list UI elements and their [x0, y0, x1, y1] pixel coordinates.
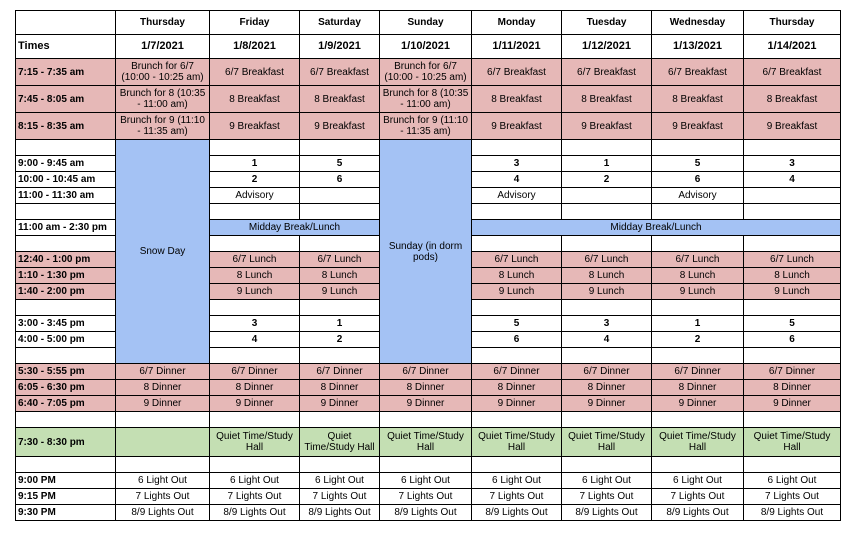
table-row: [16, 489, 841, 505]
time-cell: 7:15 - 7:35 am: [16, 59, 116, 86]
time-cell: 1:40 - 2:00 pm: [16, 284, 116, 300]
period-cell: 1: [300, 316, 380, 332]
meal-cell: 8 Dinner: [116, 380, 210, 396]
empty-cell: [472, 140, 562, 156]
lights-cell: 6 Light Out: [380, 473, 472, 489]
day-header: Wednesday: [652, 11, 744, 35]
empty-cell: [300, 300, 380, 316]
table-row: [16, 412, 841, 428]
period-cell: 1: [210, 156, 300, 172]
time-cell: 8:15 - 8:35 am: [16, 113, 116, 140]
meal-cell: 9 Lunch: [210, 284, 300, 300]
meal-cell: 9 Breakfast: [300, 113, 380, 140]
lights-cell: 7 Lights Out: [300, 489, 380, 505]
empty-cell: [472, 457, 562, 473]
empty-cell: [744, 412, 841, 428]
period-cell: 4: [562, 332, 652, 348]
lights-cell: 6 Light Out: [472, 473, 562, 489]
empty-cell: [652, 300, 744, 316]
empty-cell: [16, 140, 116, 156]
empty-cell: [300, 236, 380, 252]
meal-cell: 6/7 Breakfast: [300, 59, 380, 86]
table-row: [16, 364, 841, 380]
empty-cell: [210, 300, 300, 316]
quiet-time-cell: Quiet Time/Study Hall: [562, 428, 652, 457]
meal-cell: 9 Dinner: [210, 396, 300, 412]
time-cell: 10:00 - 10:45 am: [16, 172, 116, 188]
time-cell: 5:30 - 5:55 pm: [16, 364, 116, 380]
meal-cell: 8 Dinner: [744, 380, 841, 396]
lights-cell: 6 Light Out: [652, 473, 744, 489]
meal-cell: 6/7 Breakfast: [744, 59, 841, 86]
meal-cell: 8 Breakfast: [472, 86, 562, 113]
brunch-cell: Brunch for 9 (11:10 - 11:35 am): [380, 113, 472, 140]
table-row: [16, 380, 841, 396]
empty-cell: [472, 348, 562, 364]
empty-cell: [744, 236, 841, 252]
empty-cell: [562, 204, 652, 220]
meal-cell: 9 Dinner: [652, 396, 744, 412]
lights-cell: 7 Lights Out: [380, 489, 472, 505]
schedule-table: [15, 10, 841, 521]
empty-cell: [210, 412, 300, 428]
table-row: [16, 59, 841, 86]
period-cell: 3: [744, 156, 841, 172]
meal-cell: 9 Lunch: [744, 284, 841, 300]
day-header: Monday: [472, 11, 562, 35]
time-cell: 9:30 PM: [16, 505, 116, 521]
meal-cell: 9 Breakfast: [652, 113, 744, 140]
meal-cell: 6/7 Dinner: [300, 364, 380, 380]
quiet-time-cell: Quiet Time/Study Hall: [300, 428, 380, 457]
period-cell: 2: [652, 332, 744, 348]
date-header: 1/8/2021: [210, 35, 300, 59]
brunch-cell: Brunch for 6/7 (10:00 - 10:25 am): [380, 59, 472, 86]
midday-break-cell: Midday Break/Lunch: [472, 220, 841, 236]
meal-cell: 6/7 Breakfast: [562, 59, 652, 86]
empty-cell: [562, 412, 652, 428]
period-cell: 5: [472, 316, 562, 332]
meal-cell: 8 Lunch: [300, 268, 380, 284]
meal-cell: 8 Dinner: [300, 380, 380, 396]
meal-cell: 9 Lunch: [300, 284, 380, 300]
lights-cell: 8/9 Lights Out: [380, 505, 472, 521]
meal-cell: 8 Dinner: [562, 380, 652, 396]
day-header: Thursday: [116, 11, 210, 35]
meal-cell: 6/7 Dinner: [562, 364, 652, 380]
empty-cell: [652, 236, 744, 252]
day-header: Sunday: [380, 11, 472, 35]
period-cell: 2: [210, 172, 300, 188]
period-cell: 1: [562, 156, 652, 172]
empty-cell: [744, 188, 841, 204]
day-header: Tuesday: [562, 11, 652, 35]
meal-cell: 8 Dinner: [210, 380, 300, 396]
empty-cell: [562, 140, 652, 156]
empty-cell: [744, 348, 841, 364]
lights-cell: 6 Light Out: [210, 473, 300, 489]
empty-cell: [744, 140, 841, 156]
meal-cell: 9 Lunch: [652, 284, 744, 300]
period-cell: 5: [300, 156, 380, 172]
empty-cell: [652, 348, 744, 364]
time-cell: 7:30 - 8:30 pm: [16, 428, 116, 457]
brunch-cell: Brunch for 6/7 (10:00 - 10:25 am): [116, 59, 210, 86]
meal-cell: 8 Lunch: [472, 268, 562, 284]
empty-cell: [562, 236, 652, 252]
period-cell: 6: [652, 172, 744, 188]
empty-cell: [380, 457, 472, 473]
date-header: 1/7/2021: [116, 35, 210, 59]
period-cell: 1: [652, 316, 744, 332]
quiet-time-cell: Quiet Time/Study Hall: [744, 428, 841, 457]
day-header: Thursday: [744, 11, 841, 35]
meal-cell: 9 Lunch: [562, 284, 652, 300]
meal-cell: 9 Dinner: [744, 396, 841, 412]
empty-cell: [744, 300, 841, 316]
meal-cell: 6/7 Lunch: [652, 252, 744, 268]
brunch-cell: Brunch for 8 (10:35 - 11:00 am): [380, 86, 472, 113]
meal-cell: 6/7 Dinner: [652, 364, 744, 380]
table-row: [16, 428, 841, 457]
meal-cell: 6/7 Dinner: [210, 364, 300, 380]
brunch-cell: Brunch for 8 (10:35 - 11:00 am): [116, 86, 210, 113]
empty-cell: [300, 348, 380, 364]
time-cell: 9:00 - 9:45 am: [16, 156, 116, 172]
time-cell: 9:15 PM: [16, 489, 116, 505]
table-row: [16, 113, 841, 140]
date-header: 1/11/2021: [472, 35, 562, 59]
empty-cell: [652, 204, 744, 220]
empty-cell: [652, 457, 744, 473]
advisory-cell: Advisory: [210, 188, 300, 204]
meal-cell: 9 Dinner: [300, 396, 380, 412]
empty-cell: [300, 188, 380, 204]
lights-cell: 8/9 Lights Out: [472, 505, 562, 521]
lights-cell: 7 Lights Out: [744, 489, 841, 505]
empty-cell: [116, 457, 210, 473]
empty-cell: [16, 300, 116, 316]
quiet-time-cell: Quiet Time/Study Hall: [472, 428, 562, 457]
period-cell: 2: [300, 332, 380, 348]
empty-cell: [210, 204, 300, 220]
period-cell: 2: [562, 172, 652, 188]
empty-cell: [210, 236, 300, 252]
empty-cell: [210, 457, 300, 473]
meal-cell: 6/7 Dinner: [744, 364, 841, 380]
empty-cell: [16, 412, 116, 428]
period-cell: 4: [744, 172, 841, 188]
period-cell: 5: [744, 316, 841, 332]
time-cell: 6:05 - 6:30 pm: [16, 380, 116, 396]
empty-cell: [300, 140, 380, 156]
empty-cell: [300, 412, 380, 428]
meal-cell: 8 Breakfast: [562, 86, 652, 113]
empty-cell: [16, 457, 116, 473]
lights-cell: 6 Light Out: [300, 473, 380, 489]
meal-cell: 9 Breakfast: [562, 113, 652, 140]
meal-cell: 8 Lunch: [210, 268, 300, 284]
meal-cell: 8 Dinner: [380, 380, 472, 396]
lights-cell: 8/9 Lights Out: [300, 505, 380, 521]
lights-cell: 7 Lights Out: [652, 489, 744, 505]
table-row: [16, 473, 841, 489]
period-cell: 4: [472, 172, 562, 188]
lights-cell: 8/9 Lights Out: [744, 505, 841, 521]
empty-cell: [210, 348, 300, 364]
empty-cell: [652, 412, 744, 428]
meal-cell: 9 Dinner: [562, 396, 652, 412]
period-cell: 3: [210, 316, 300, 332]
date-header: 1/9/2021: [300, 35, 380, 59]
empty-cell: [562, 457, 652, 473]
time-cell: 7:45 - 8:05 am: [16, 86, 116, 113]
lights-cell: 6 Light Out: [744, 473, 841, 489]
meal-cell: 9 Breakfast: [210, 113, 300, 140]
meal-cell: 6/7 Dinner: [472, 364, 562, 380]
date-header: 1/14/2021: [744, 35, 841, 59]
quiet-time-cell: Quiet Time/Study Hall: [652, 428, 744, 457]
meal-cell: 8 Lunch: [744, 268, 841, 284]
table-row: [16, 505, 841, 521]
period-cell: 5: [652, 156, 744, 172]
meal-cell: 8 Dinner: [652, 380, 744, 396]
day-header: Friday: [210, 11, 300, 35]
table-row: [16, 396, 841, 412]
empty-cell: [16, 236, 116, 252]
lights-cell: 8/9 Lights Out: [562, 505, 652, 521]
meal-cell: 6/7 Lunch: [472, 252, 562, 268]
meal-cell: 6/7 Lunch: [210, 252, 300, 268]
lights-cell: 6 Light Out: [116, 473, 210, 489]
meal-cell: 6/7 Dinner: [380, 364, 472, 380]
meal-cell: 9 Dinner: [472, 396, 562, 412]
quiet-time-cell: Quiet Time/Study Hall: [380, 428, 472, 457]
empty-cell: [744, 204, 841, 220]
period-cell: 6: [300, 172, 380, 188]
table-row: [16, 86, 841, 113]
date-header: 1/13/2021: [652, 35, 744, 59]
day-header: Saturday: [300, 11, 380, 35]
period-cell: 3: [472, 156, 562, 172]
empty-cell: [472, 300, 562, 316]
empty-cell: [562, 348, 652, 364]
empty-cell: [472, 236, 562, 252]
advisory-cell: Advisory: [472, 188, 562, 204]
quiet-time-cell: Quiet Time/Study Hall: [210, 428, 300, 457]
lights-cell: 7 Lights Out: [116, 489, 210, 505]
date-header: 1/12/2021: [562, 35, 652, 59]
time-cell: 1:10 - 1:30 pm: [16, 268, 116, 284]
lights-cell: 7 Lights Out: [562, 489, 652, 505]
period-cell: 3: [562, 316, 652, 332]
empty-cell: [562, 300, 652, 316]
empty-cell: [652, 140, 744, 156]
midday-break-cell: Midday Break/Lunch: [210, 220, 380, 236]
empty-cell: [300, 204, 380, 220]
empty-cell: [562, 188, 652, 204]
time-cell: 3:00 - 3:45 pm: [16, 316, 116, 332]
empty-cell: [744, 457, 841, 473]
meal-cell: 9 Dinner: [380, 396, 472, 412]
times-header: Times: [16, 35, 116, 59]
time-cell: 4:00 - 5:00 pm: [16, 332, 116, 348]
lights-cell: 6 Light Out: [562, 473, 652, 489]
date-header-row: [16, 35, 841, 59]
meal-cell: 6/7 Breakfast: [472, 59, 562, 86]
meal-cell: 8 Breakfast: [210, 86, 300, 113]
meal-cell: 8 Breakfast: [652, 86, 744, 113]
empty-cell: [116, 428, 210, 457]
lights-cell: 7 Lights Out: [210, 489, 300, 505]
period-cell: 6: [744, 332, 841, 348]
time-cell: 9:00 PM: [16, 473, 116, 489]
corner-cell: [16, 11, 116, 35]
time-cell: 11:00 am - 2:30 pm: [16, 220, 116, 236]
sunday-pods-cell: Sunday (in dorm pods): [380, 140, 472, 364]
time-cell: 12:40 - 1:00 pm: [16, 252, 116, 268]
lights-cell: 8/9 Lights Out: [652, 505, 744, 521]
date-header: 1/10/2021: [380, 35, 472, 59]
empty-cell: [472, 204, 562, 220]
meal-cell: 6/7 Breakfast: [210, 59, 300, 86]
empty-cell: [300, 457, 380, 473]
meal-cell: 6/7 Dinner: [116, 364, 210, 380]
empty-cell: [16, 204, 116, 220]
time-cell: 11:00 - 11:30 am: [16, 188, 116, 204]
meal-cell: 9 Breakfast: [472, 113, 562, 140]
meal-cell: 9 Breakfast: [744, 113, 841, 140]
lights-cell: 8/9 Lights Out: [116, 505, 210, 521]
meal-cell: 8 Breakfast: [300, 86, 380, 113]
meal-cell: 9 Dinner: [116, 396, 210, 412]
brunch-cell: Brunch for 9 (11:10 - 11:35 am): [116, 113, 210, 140]
meal-cell: 6/7 Lunch: [562, 252, 652, 268]
empty-cell: [16, 348, 116, 364]
lights-cell: 7 Lights Out: [472, 489, 562, 505]
meal-cell: 6/7 Lunch: [300, 252, 380, 268]
meal-cell: 8 Lunch: [652, 268, 744, 284]
empty-cell: [210, 140, 300, 156]
meal-cell: 8 Breakfast: [744, 86, 841, 113]
meal-cell: 6/7 Breakfast: [652, 59, 744, 86]
time-cell: 6:40 - 7:05 pm: [16, 396, 116, 412]
meal-cell: 6/7 Lunch: [744, 252, 841, 268]
period-cell: 4: [210, 332, 300, 348]
table-row: [16, 140, 841, 156]
empty-cell: [472, 412, 562, 428]
advisory-cell: Advisory: [652, 188, 744, 204]
table-row: [16, 457, 841, 473]
snow-day-cell: Snow Day: [116, 140, 210, 364]
meal-cell: 8 Lunch: [562, 268, 652, 284]
empty-cell: [380, 412, 472, 428]
lights-cell: 8/9 Lights Out: [210, 505, 300, 521]
meal-cell: 9 Lunch: [472, 284, 562, 300]
day-header-row: [16, 11, 841, 35]
period-cell: 6: [472, 332, 562, 348]
meal-cell: 8 Dinner: [472, 380, 562, 396]
empty-cell: [116, 412, 210, 428]
